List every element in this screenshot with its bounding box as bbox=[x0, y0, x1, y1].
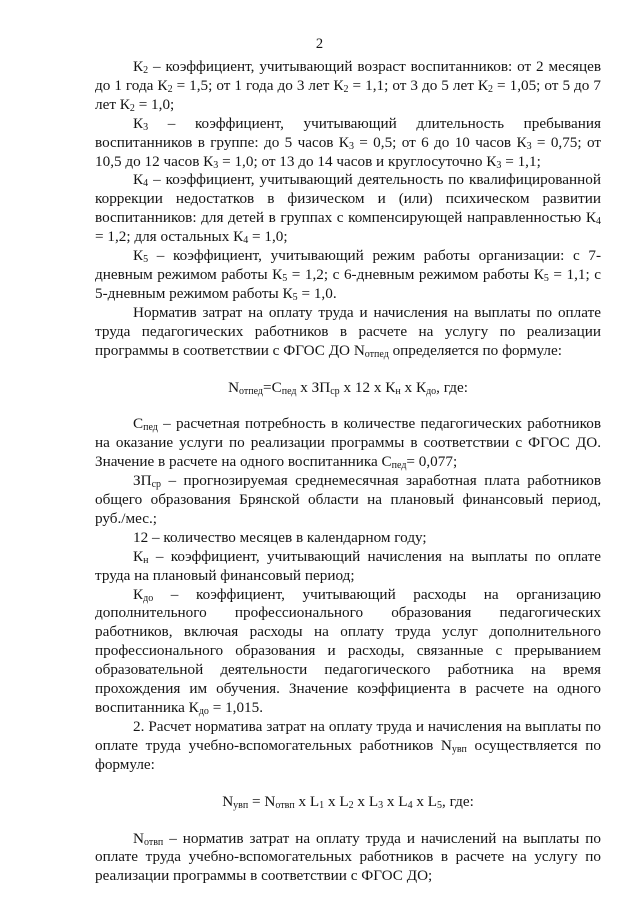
paragraph-c-ped: $С_{пед}$ – расчетная потребность в количестве педагогических работников на оказание услуги по реализации программы в соответствии с ФГОС ДО. Значение в расчете на одного воспитанника $С_{пед}= 0,077$; bbox=[95, 415, 601, 472]
paragraph-twelve: 12 – количество месяцев в календарном году; bbox=[133, 528, 427, 546]
paragraph-n-otvp: $N_{отвп}$ – норматив затрат на оплату труда и начислений на выплаты по оплате труда учебно-вспомогательных работников в расчете на услугу по реализации программы в соответствии с ФГОС ДО; bbox=[95, 829, 601, 885]
paragraph-zp: $ЗП_{ср}$ – прогнозируемая среднемесячная заработная плата работников общего образования Брянской области на плановый финансовый период, руб./мес.; bbox=[95, 472, 601, 527]
formula-n-uvp: $N_{увп} = N_{отвп}$ х $L_1$ х $L_2$ х $L_3$ х $L_4$ х $L_5$, где: bbox=[222, 792, 474, 811]
paragraph-k4: $К_4$ – коэффициент, учитывающий деятельность по квалифицированной коррекции недостатков в физическом и (или) психическом развитии воспитанников: для детей в группах с компенсирующей направленностью $К_4 = 1,2$; для остальных $К_4 = 1,0$; bbox=[95, 171, 601, 247]
paragraph-k2: $К_2$ – коэффициент, учитывающий возраст воспитанников: от 2 месяцев до 1 года $К_2 = 1,5$; от 1 года до 3 лет $К_2 = 1,1$; от 3 до 5 лет $К_2 = 1,05$; от 5 до 7 лет $К_2 = 1,0$; bbox=[95, 58, 601, 114]
document-body bbox=[95, 58, 601, 886]
paragraph-kdo: $К_{до}$ – коэффициент, учитывающий расходы на организацию дополнительного профессионального образования педагогических работников, включая расходы на оплату труда услуг дополнительного профессионального образования и расходы, связанные с прерыванием образовательной деятельности педагогического работника на время прохождения им обучения. Значение коэффициента в расчете на одного воспитанника $К_{до} = 1,015$. bbox=[95, 585, 601, 717]
page-number: 2 bbox=[315, 36, 324, 52]
paragraph-kn: $К_н$ – коэффициент, учитывающий начисления на выплаты по оплате труда на плановый финансовый период; bbox=[95, 547, 601, 584]
paragraph-norm-intro: Норматив затрат на оплату труда и начисления на выплаты по оплате труда педагогических работников в расчете на услугу по реализации программы в соответствии с ФГОС ДО $N_{отпед}$ определяется по формуле: bbox=[95, 303, 601, 360]
formula-n-otped: $N_{отпед}=С_{пед}$ х $ЗП_{ср}$ х 12 х $К_н$ х $К_{до}$, где: bbox=[228, 378, 468, 397]
paragraph-k3: $К_3$ – коэффициент, учитывающий длительность пребывания воспитанников в группе: до 5 часов $К_3 = 0,5$; от 6 до 10 часов $К_3 = 0,75$; от 10,5 до 12 часов $К_3 = 1,0$; от 13 до 14 часов и круглосуточно $К_3 = 1,1$; bbox=[95, 114, 601, 171]
paragraph-k5: $К_5$ – коэффициент, учитывающий режим работы организации: с 7-дневным режимом работы $К_5 = 1,2$; с 6-дневным режимом работы $К_5 = 1,1$; с 5-дневным режимом работы $К_5 = 1,0$. bbox=[95, 247, 602, 303]
paragraph-item-2: 2. Расчет норматива затрат на оплату труда и начисления на выплаты по оплате труда учебно-вспомогательных работников $N_{увп}$ осуществляется по формуле: bbox=[95, 717, 601, 773]
